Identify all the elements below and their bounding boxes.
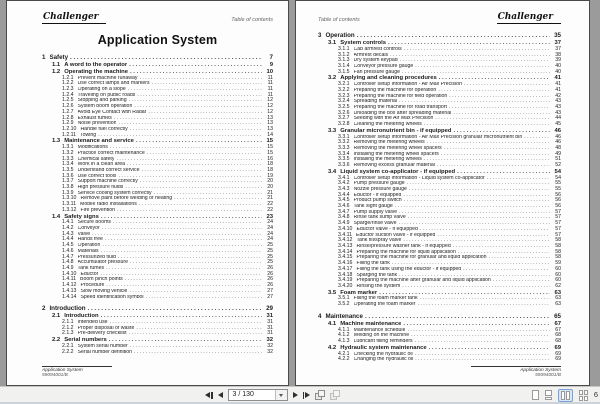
toc-entry: 2.2 Serial numbers . . . 32: [42, 337, 273, 344]
next-view-button[interactable]: [330, 390, 340, 400]
toc-entry: 1.3.12 Fire prevention . . . 22: [42, 208, 273, 214]
toc-entry: 3.4 Liquid system co-applicator - if equipped . . . 54: [318, 169, 561, 176]
toc-entry: 1.2.9 Noise prevention . . . 13: [42, 121, 273, 127]
toc-entry: 3.3.4 Installing the metering wheel spacers . . . 49: [318, 152, 561, 158]
toc-entry: 3.5.1 Filling the foam marker tank . . . 63: [318, 296, 561, 302]
continuous-view-button[interactable]: [545, 390, 552, 400]
toc-entry: 3.3.5 Installing the metering wheels . . . 51: [318, 157, 561, 163]
toc-entry: 1.2 Operating the machine . . . 10: [42, 69, 273, 76]
toc-entry: 3.4.10 Eductor valve - if equipped . . . 57: [318, 227, 561, 233]
toc-entry: 1.2.3 Operating on a slope . . . 11: [42, 87, 273, 93]
toc-list: [42, 54, 273, 355]
previous-page-button[interactable]: [218, 392, 223, 398]
toc-entry: 1.3.5 Understand correct service . . . 18: [42, 168, 273, 174]
first-page-button[interactable]: [205, 392, 213, 399]
toc-entry: 3.4.7 Pump supply valve . . . 57: [318, 210, 561, 216]
toc-entry: 1.3.3 Chemical safety . . . 16: [42, 157, 273, 163]
toc-entry: 1.4.12 Procedure . . . 26: [42, 283, 273, 289]
toc-entry: 1.3.2 Practice correct maintenance . . . 15: [42, 151, 273, 157]
toc-entry: 1.4.7 Pressurized fluid . . . 25: [42, 255, 273, 261]
toc-entry: 3.4.16 Filling the tank . . . 59: [318, 261, 561, 267]
footer-doc-number: 59094001/B: [535, 373, 561, 379]
toc-entry: 3.1.1 Cab armrest controls . . . 37: [318, 47, 561, 53]
document-title: Application System: [97, 33, 218, 47]
toc-entry: 1.4.11 Boom pinch points . . . 26: [42, 277, 273, 283]
single-page-view-button[interactable]: [532, 390, 539, 400]
toc-entry: 1.4.14 Speed identification symbol . . . 27: [42, 295, 273, 301]
toc-entry: 3.5.2 Operating the foam marker . . . 63: [318, 302, 561, 308]
toc-entry: 1 Safety . . . 7: [42, 54, 273, 62]
toc-entry: 3.4.18 Sparging the tank . . . 60: [318, 273, 561, 279]
toc-entry: 2.2.1 System serial number . . . 32: [42, 344, 273, 350]
toc-entry: 4.2 Hydraulic system maintenance . . . 69: [318, 345, 561, 352]
toc-entry: 3.4.20 Rinsing the system . . . 62: [318, 284, 561, 290]
toc-entry: 1.4.13 Slow moving vehicle . . . 27: [42, 289, 273, 295]
toc-entry: 3.1.2 Armrest decals . . . 38: [318, 53, 561, 59]
next-page-button[interactable]: [293, 392, 298, 398]
toc-entry: 3.2.7 Seeding with the Air Max Precision . . . 44: [318, 116, 561, 122]
toc-entry: 3.2.3 Preparing the machine for field operation . . . 42: [318, 94, 561, 100]
first-page-icon-bar: [211, 392, 213, 399]
page-header: [42, 11, 273, 24]
toc-entry: 1.2.7 Avoid Eye Contact with Radar . . . 12: [42, 110, 273, 116]
toc-entry: 1.4.9 Tank fumes . . . 26: [42, 266, 273, 272]
toc-entry: 1.3.9 Service cooling system correctly . . . 21: [42, 191, 273, 197]
toc-entry: 3.2.6 Unloading the box after spreading material . . . 43: [318, 111, 561, 117]
toc-entry: 3.4.19 Preparing the machine after granular and liquid application . . . 60: [318, 278, 561, 284]
toc-entry: 1.4 Safety signs . . . 23: [42, 214, 273, 221]
toc-entry: 3.3 Granular micronutrient bin - if equipped . . . 46: [318, 128, 561, 135]
footer-rule: [471, 366, 561, 367]
toc-entry: 1.1 A word to the operator . . . 9: [42, 62, 273, 69]
two-page-continuous-view-button[interactable]: [579, 390, 588, 401]
toc-entry: 3.3.1 Controller setup information - Air Max Precision granular micronutrient bin . . . 46: [318, 135, 561, 141]
footer-title: Application System: [42, 367, 83, 373]
toc-entry: 2.1.2 Proper disposal of waste . . . 31: [42, 326, 273, 332]
toc-entry: 4.1.3 Lubricant filling reminders . . . 68: [318, 339, 561, 345]
toc-entry: 1.2.10 Handle fuel correctly . . . 13: [42, 127, 273, 133]
toc-entry: 1.3.1 Modifications . . . 15: [42, 145, 273, 151]
toc-entry: 3.3.3 Removing the metering wheel spacers . . . 48: [318, 146, 561, 152]
toc-entry: 3.4.5 Product pump switch . . . 56: [318, 198, 561, 204]
toc-entry: 1.2.11 Towing . . . 14: [42, 133, 273, 139]
toc-entry: 3.1 System controls . . . 37: [318, 40, 561, 47]
toc-entry: 1.3.7 Support machine correctly . . . 20: [42, 179, 273, 185]
challenger-logo: Challenger: [42, 12, 106, 24]
toc-entry: 3.2.8 Cleaning the metering wheels . . . 45: [318, 122, 561, 128]
toc-entry: 1.4.8 Accumulator pressure . . . 25: [42, 260, 273, 266]
challenger-logo: Challenger: [497, 12, 561, 24]
toc-entry: 1.2.8 Exhaust fumes . . . 13: [42, 116, 273, 122]
toc-entry: 4 Maintenance . . . 65: [318, 313, 561, 321]
toc-entry: 1.3.8 High pressure fluids . . . 20: [42, 185, 273, 191]
page-number-input[interactable]: 3 / 130: [232, 391, 254, 398]
toc-entry: 3.2.1 Controller setup information - Air Max Precision . . . 41: [318, 82, 561, 88]
toc-entry: 4.2.1 Checking the hydraulic oil . . . 69: [318, 352, 561, 358]
page-indicator: [228, 389, 288, 401]
toc-entry: 1.4.10 Eductor . . . 26: [42, 272, 273, 278]
toc-entry: 1.2.2 Use correct lamps and markers . . . 11: [42, 81, 273, 87]
toc-entry: 3.4.13 Rinse/pressure washer tank - if equipped . . . 58: [318, 244, 561, 250]
toc-entry: 1.4.6 Materials . . . 25: [42, 249, 273, 255]
toc-entry: 3.4.4 Eductor - if equipped . . . 56: [318, 193, 561, 199]
last-page-icon: [305, 392, 310, 398]
toc-entry: 3.4.3 Nozzle pressure gauge . . . 55: [318, 187, 561, 193]
toc-entry: 3 Operation . . . 35: [318, 32, 561, 40]
table-of-contents-label: Table of contents: [318, 17, 360, 23]
two-page-continuous-view-icon: [579, 390, 583, 395]
toc-entry: 3.4.15 Preparing the machine for granular and liquid application . . . 58: [318, 255, 561, 261]
zoom-level-label: 6: [593, 390, 598, 399]
toc-entry: 3.2.2 Preparing the machine for operation . . . 41: [318, 88, 561, 94]
toc-entry: 2.2.2 Serial number definition . . . 32: [42, 350, 273, 356]
page-layout-group: [532, 389, 598, 401]
toc-entry: 1.3.4 Work in a clean area . . . 18: [42, 162, 273, 168]
toc-entry: 3.2.4 Spreading material . . . 43: [318, 99, 561, 105]
toc-entry: 3.4.14 Preparing the machine for liquid application . . . 58: [318, 250, 561, 256]
next-page-icon: [293, 392, 298, 398]
toc-entry: 1.2.4 Traveling on public roads . . . 11: [42, 93, 273, 99]
chevron-down-icon: [279, 394, 283, 397]
toc-entry: 1.3.10 Remove paint before welding or heating . . . 21: [42, 196, 273, 202]
footer-doc-number: 59094001/B: [42, 373, 68, 379]
toc-entry: 4.1 Machine maintenance . . . 67: [318, 321, 561, 328]
toc-entry: 3.1.3 Dry system keypad . . . 39: [318, 58, 561, 64]
toc-entry: 3.1.5 Fan pressure gauge . . . 40: [318, 70, 561, 76]
toc-entry: 4.1.1 Maintenance schedule . . . 67: [318, 328, 561, 334]
toc-entry: 3.4.12 Tank fill/spray valve . . . 58: [318, 238, 561, 244]
bottom-toolbar: [0, 386, 600, 404]
table-of-contents-label: Table of contents: [231, 17, 273, 23]
toc-entry: 4.1.2 Welding on the machine . . . 68: [318, 333, 561, 339]
toc-entry: 1.3 Maintenance and service . . . 15: [42, 138, 273, 145]
toc-entry: 1.4.3 Valve . . . 24: [42, 232, 273, 238]
toc-entry: 3.4.17 Filling the tank using the eductor - if equipped . . . 60: [318, 267, 561, 273]
toc-entry: 3.4.11 Eductor suction valve - if equipped . . . 57: [318, 233, 561, 239]
first-page-icon: [205, 392, 210, 398]
toc-entry: 1.4.2 Conveyor . . . 24: [42, 226, 273, 232]
toc-entry: 1.2.5 Stopping and parking . . . 12: [42, 98, 273, 104]
toc-entry: 3.4.6 Tank sight gauge . . . 56: [318, 204, 561, 210]
toc-entry: 3.5 Foam marker . . . 63: [318, 290, 561, 297]
toc-entry: 3.4.9 Sparge/rinse valve . . . 57: [318, 221, 561, 227]
continuous-view-icon: [545, 390, 552, 396]
toc-entry: 3.2.5 Preparing the machine for road transport . . . 43: [318, 105, 561, 111]
toc-entry: 1.4.5 Operation . . . 25: [42, 243, 273, 249]
two-page-view-icon: [561, 391, 570, 400]
toc-entry: 1.2.1 Prevent machine runaway . . . 11: [42, 76, 273, 82]
toc-entry: 3.3.2 Removing the metering wheels . . . 46: [318, 140, 561, 146]
document-page-right: [295, 0, 590, 386]
toc-entry: 3.4.8 Rinse tank sump valve . . . 57: [318, 215, 561, 221]
page-header: [318, 11, 561, 24]
page-footer: [42, 366, 112, 379]
toc-entry: 3.4.2 Pump pressure gauge . . . 55: [318, 181, 561, 187]
last-page-icon-bar: [303, 392, 305, 399]
toc-entry: 4.2.2 Changing the hydraulic oil . . . 69: [318, 357, 561, 363]
toc-entry: 1.4.4 Hands free . . . 24: [42, 237, 273, 243]
footer-rule: [42, 366, 112, 367]
page-footer: [471, 366, 561, 379]
toc-entry: 1.3.6 Use correct tools . . . 19: [42, 174, 273, 180]
toc-entry: 1.3.11 Mobile radio installations . . . 22: [42, 202, 273, 208]
previous-view-button[interactable]: [315, 390, 325, 400]
toc-list: [318, 32, 561, 363]
toc-entry: 1.2.6 System boom operation . . . 12: [42, 104, 273, 110]
last-page-button[interactable]: [303, 392, 311, 399]
toc-entry: 2.1 Introduction . . . 31: [42, 313, 273, 320]
footer-title: Application System: [520, 367, 561, 373]
toc-entry: 2.1.1 Intended use . . . 31: [42, 320, 273, 326]
toc-entry: 3.3.6 Removing excess granular material . . . 52: [318, 163, 561, 169]
toc-entry: 2 Introduction . . . 29: [42, 305, 273, 313]
toc-entry: 3.4.1 Controller setup information - Liquid system co-applicator . . . 54: [318, 176, 561, 182]
toc-entry: 2.1.3 Pre-delivery checklist . . . 31: [42, 331, 273, 337]
document-page-left: [6, 0, 289, 386]
toc-entry: 1.4.1 Secure booms . . . 24: [42, 220, 273, 226]
toc-entry: 3.1.4 Conveyor pressure gauge . . . 40: [318, 64, 561, 70]
page-navigation-group: [205, 389, 340, 401]
page-dropdown-button[interactable]: [275, 390, 287, 400]
two-page-view-button[interactable]: [558, 389, 573, 402]
toc-entry: 3.2 Applying and cleaning procedures . . . 41: [318, 75, 561, 82]
previous-page-icon: [218, 392, 223, 398]
